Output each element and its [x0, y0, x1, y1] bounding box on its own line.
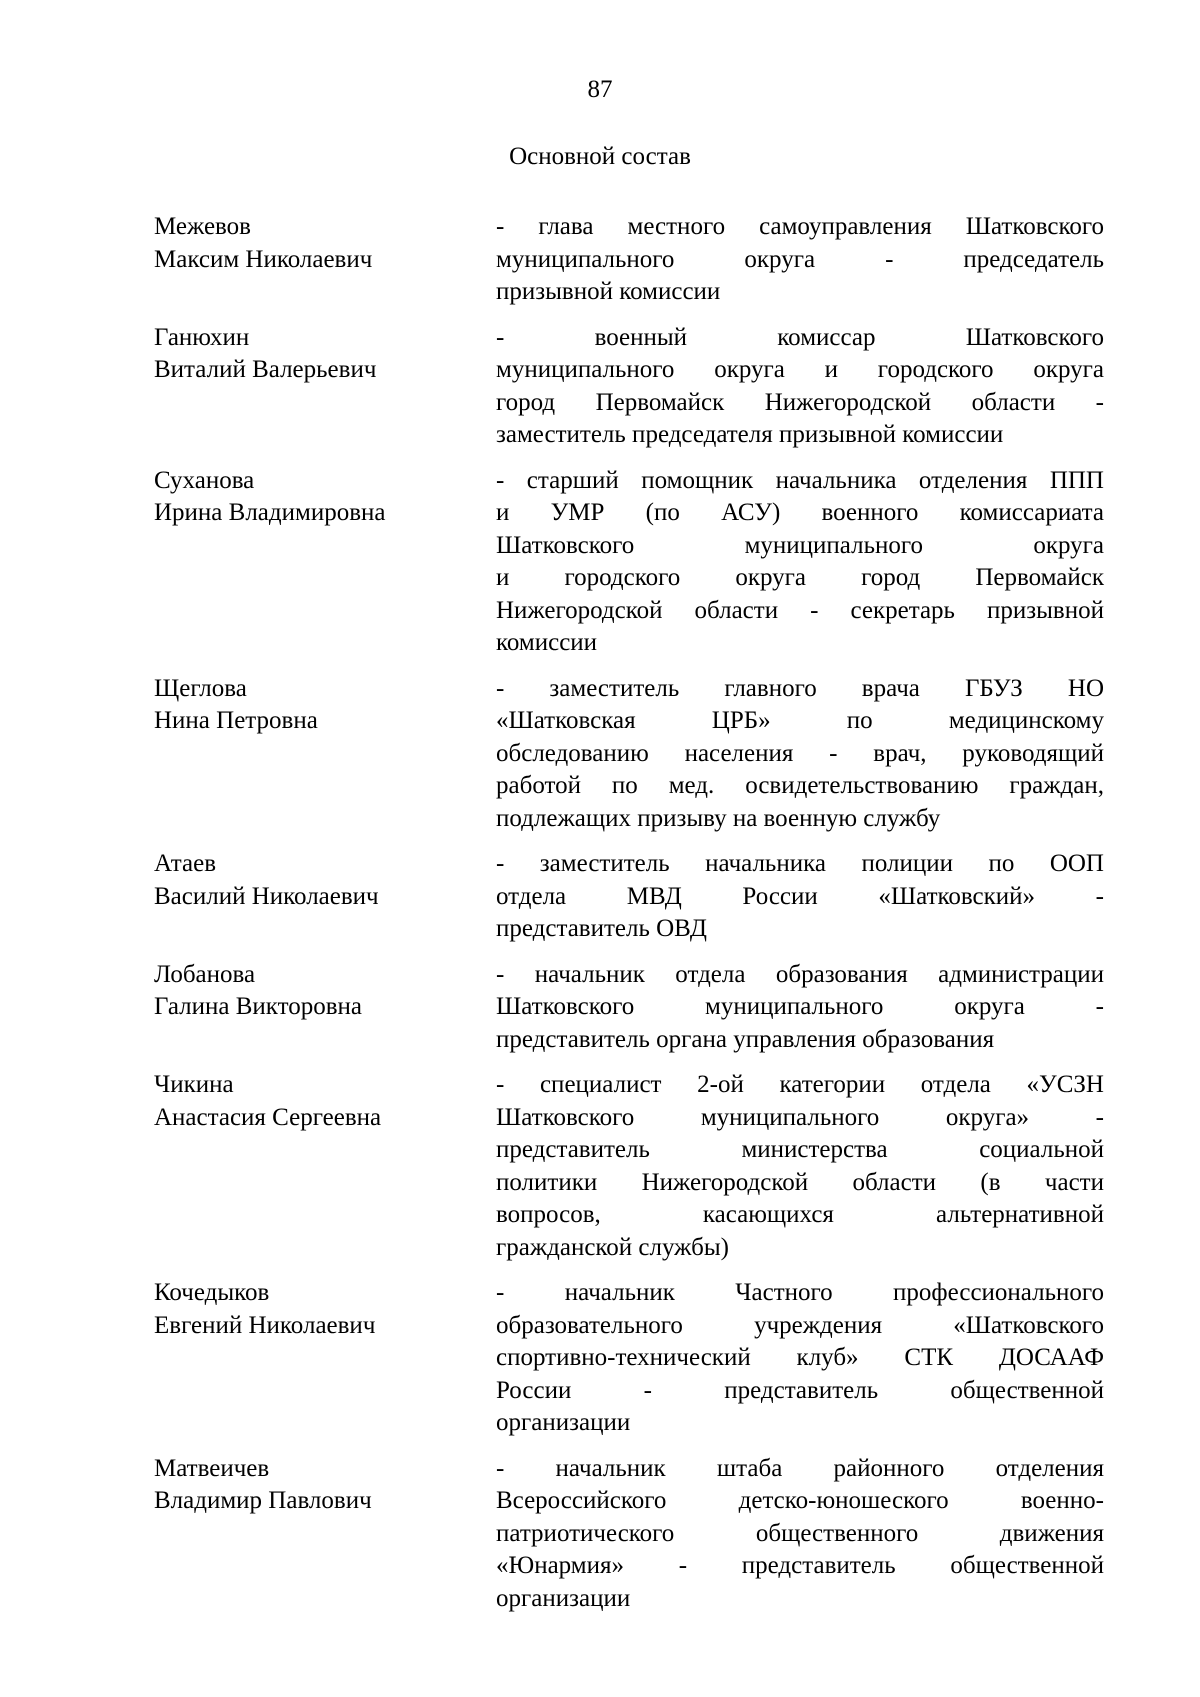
role-line: муниципального округа и городского округа — [496, 356, 1104, 383]
role-line: - заместитель главного врача ГБУЗ НО — [496, 674, 1104, 702]
member-surname: Щеглова — [154, 674, 247, 702]
member-row — [0, 1277, 1200, 1440]
role-line: представитель ОВД — [496, 915, 707, 942]
member-row — [0, 211, 1200, 309]
member-given-names: Нина Петровна — [154, 707, 318, 734]
member-surname: Ганюхин — [154, 323, 250, 351]
role-line: спортивно-технический клуб» СТК ДОСААФ — [496, 1344, 1104, 1371]
member-surname: Суханова — [154, 466, 255, 494]
member-role — [496, 959, 1104, 1057]
role-line: муниципального округа - председатель — [496, 245, 1104, 273]
member-name — [154, 465, 484, 530]
member-role — [496, 1069, 1104, 1264]
member-role — [496, 465, 1104, 660]
role-line: заместитель председателя призывной комиссии — [496, 421, 1004, 448]
member-name — [154, 1277, 484, 1342]
member-role — [496, 322, 1104, 452]
member-row — [0, 959, 1200, 1057]
role-line: Нижегородской области - секретарь призывной — [496, 596, 1104, 624]
member-row — [0, 673, 1200, 836]
member-surname: Матвеичев — [154, 1454, 270, 1482]
role-line: - старший помощник начальника отделения ППП — [496, 466, 1104, 494]
role-line: вопросов, касающихся альтернативной — [496, 1201, 1104, 1228]
role-line: политики Нижегородской области (в части — [496, 1168, 1104, 1196]
member-role — [496, 673, 1104, 836]
member-list — [0, 211, 1200, 1628]
role-line: «Юнармия» - представитель общественной — [496, 1552, 1104, 1579]
role-line: подлежащих призыву на военную службу — [496, 804, 941, 832]
role-line: Шатковского муниципального округа - — [496, 993, 1104, 1020]
member-name — [154, 322, 484, 387]
role-line: «Шатковская ЦРБ» по медицинскому — [496, 707, 1104, 734]
member-surname: Межевов — [154, 213, 251, 240]
member-given-names: Евгений Николаевич — [154, 1311, 376, 1339]
member-given-names: Виталий Валерьевич — [154, 356, 377, 383]
role-line: - глава местного самоуправления Шатковского — [496, 213, 1104, 240]
role-line: организации — [496, 1409, 631, 1436]
member-name — [154, 1069, 484, 1134]
member-given-names: Владимир Павлович — [154, 1487, 372, 1514]
role-line: комиссии — [496, 629, 598, 656]
member-role — [496, 1453, 1104, 1616]
role-line: патриотического общественного движения — [496, 1519, 1104, 1547]
role-line: - начальник штаба районного отделения — [496, 1454, 1104, 1482]
role-line: - заместитель начальника полиции по ООП — [496, 850, 1104, 877]
member-name — [154, 848, 484, 913]
member-surname: Лобанова — [154, 960, 256, 988]
role-line: представитель министерства социальной — [496, 1136, 1104, 1163]
member-row — [0, 322, 1200, 452]
role-line: и городского округа город Первомайск — [496, 564, 1104, 591]
member-row — [0, 465, 1200, 660]
role-line: работой по мед. освидетельствованию граждан, — [496, 772, 1104, 799]
role-line: отдела МВД России «Шатковский» - — [496, 882, 1104, 910]
role-line: обследованию населения - врач, руководящий — [496, 739, 1104, 767]
role-line: - военный комиссар Шатковского — [496, 323, 1104, 351]
page-number: 87 — [587, 76, 613, 103]
member-role — [496, 1277, 1104, 1440]
member-row — [0, 1069, 1200, 1264]
role-line: - специалист 2-ой категории отдела «УСЗН — [496, 1071, 1104, 1098]
role-line: и УМР (по АСУ) военного комиссариата — [496, 499, 1104, 526]
role-line: - начальник отдела образования администрации — [496, 960, 1104, 988]
member-given-names: Ирина Владимировна — [154, 499, 386, 526]
role-line: Шатковского муниципального округа — [496, 531, 1104, 559]
role-line: России - представитель общественной — [496, 1376, 1104, 1404]
section-title: Основной состав — [509, 143, 691, 170]
member-row — [0, 1453, 1200, 1616]
member-given-names: Максим Николаевич — [154, 245, 373, 273]
role-line: призывной комиссии — [496, 278, 721, 305]
member-row — [0, 848, 1200, 946]
role-line: представитель органа управления образования — [496, 1025, 995, 1053]
member-given-names: Василий Николаевич — [154, 882, 379, 910]
member-surname: Кочедыков — [154, 1279, 270, 1306]
member-surname: Чикина — [154, 1071, 234, 1098]
member-name — [154, 1453, 484, 1518]
role-line: образовательного учреждения «Шатковского — [496, 1311, 1104, 1339]
role-line: - начальник Частного профессионального — [496, 1279, 1104, 1306]
role-line: город Первомайск Нижегородской области - — [496, 388, 1104, 416]
role-line: Шатковского муниципального округа» - — [496, 1103, 1104, 1131]
member-given-names: Галина Викторовна — [154, 993, 362, 1020]
member-role — [496, 211, 1104, 309]
member-given-names: Анастасия Сергеевна — [154, 1103, 382, 1131]
member-name — [154, 673, 484, 738]
member-surname: Атаев — [154, 850, 217, 877]
member-name — [154, 211, 484, 276]
role-line: Всероссийского детско-юношеского военно- — [496, 1487, 1104, 1514]
member-name — [154, 959, 484, 1024]
role-line: организации — [496, 1584, 631, 1612]
role-line: гражданской службы) — [496, 1233, 729, 1261]
member-role — [496, 848, 1104, 946]
